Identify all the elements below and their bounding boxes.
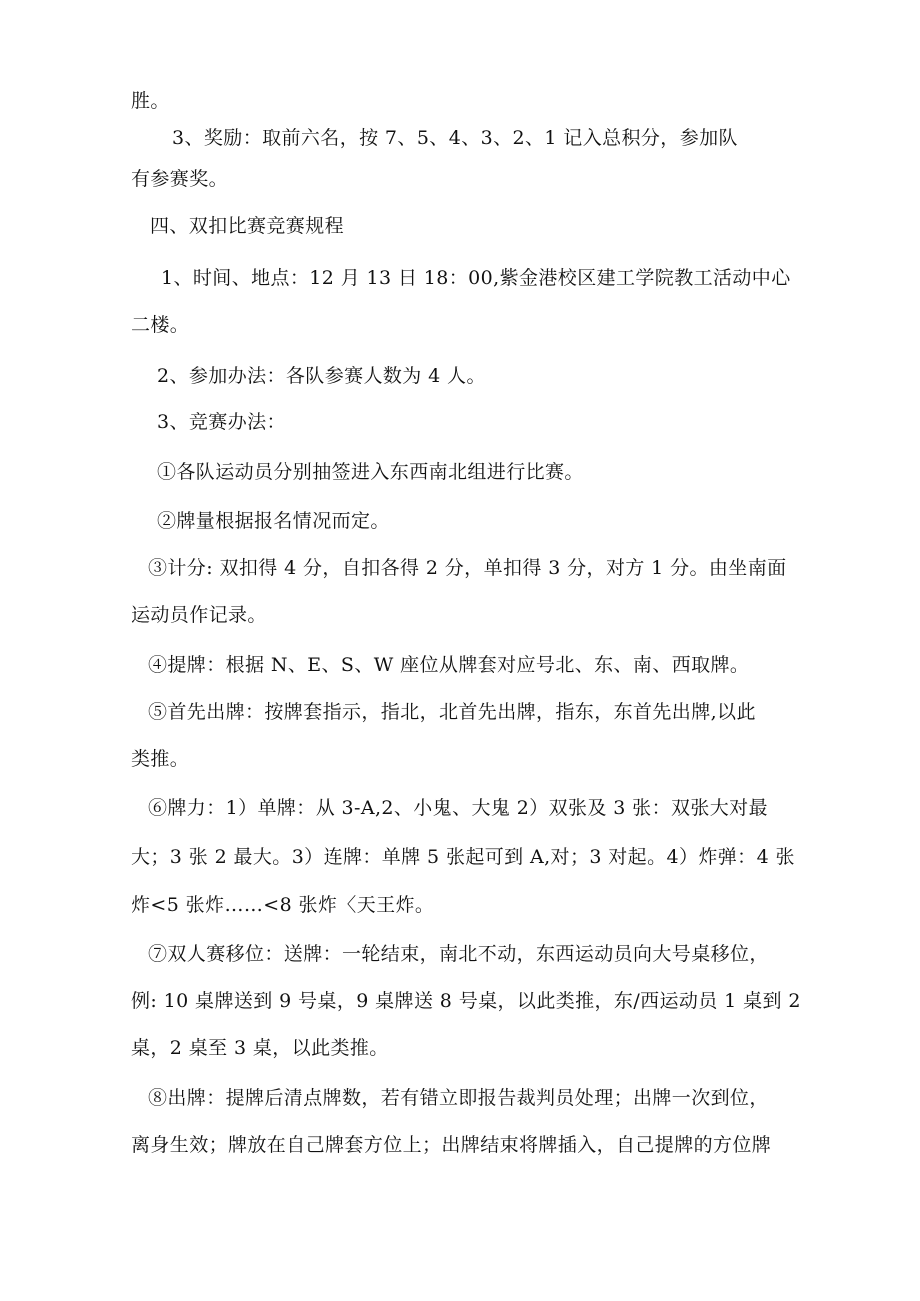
text-line: 例: 10 桌牌送到 9 号桌，9 桌牌送 8 号桌，以此类推，东/西运动员 1 桌到 2 — [131, 990, 801, 1012]
text-line: ①各队运动员分别抽签进入东西南北组进行比赛。 — [157, 461, 584, 483]
text-line: 桌，2 桌至 3 桌，以此类推。 — [131, 1037, 389, 1059]
text-line: 类推。 — [131, 748, 190, 770]
text-line: 二楼。 — [131, 314, 190, 336]
section-heading: 四、双扣比赛竞赛规程 — [150, 215, 345, 237]
text-line: 3、奖励：取前六名，按 7、5、4、3、2、1 记入总积分，参加队 — [172, 127, 738, 149]
text-line: 炸<5 张炸……<8 张炸〈天王炸。 — [131, 894, 435, 916]
text-line: 3、竞赛办法： — [157, 411, 286, 433]
text-line: 1、时间、地点：12 月 13 日 18：00,紫金港校区建工学院教工活动中心 — [161, 267, 791, 289]
text-line: ⑥牌力：1）单牌：从 3-A,2、小鬼、大鬼 2）双张及 3 张：双张大对最 — [148, 797, 768, 819]
text-line: ④提牌：根据 N、E、S、W 座位从牌套对应号北、东、南、西取牌。 — [148, 654, 750, 676]
text-line: ⑧出牌：提牌后清点牌数，若有错立即报告裁判员处理；出牌一次到位， — [148, 1087, 769, 1109]
text-line: 运动员作记录。 — [131, 604, 267, 626]
text-line: ⑦双人赛移位：送牌：一轮结束，南北不动，东西运动员向大号桌移位， — [148, 943, 769, 965]
text-line: 大；3 张 2 最大。3）连牌：单牌 5 张起可到 A,对；3 对起。4）炸弹：4 张 — [131, 846, 795, 868]
text-line: ②牌量根据报名情况而定。 — [157, 510, 390, 532]
text-line: ③计分: 双扣得 4 分，自扣各得 2 分，单扣得 3 分，对方 1 分。由坐南面 — [148, 557, 787, 579]
text-line: 离身生效；牌放在自己牌套方位上；出牌结束将牌插入，自己提牌的方位牌 — [131, 1134, 772, 1156]
text-line: 胜。 — [131, 90, 170, 112]
text-line: 有参赛奖。 — [131, 168, 229, 190]
text-line: 2、参加办法：各队参赛人数为 4 人。 — [157, 365, 486, 387]
text-line: ⑤首先出牌：按牌套指示，指北，北首先出牌，指东，东首先出牌,以此 — [148, 701, 756, 723]
